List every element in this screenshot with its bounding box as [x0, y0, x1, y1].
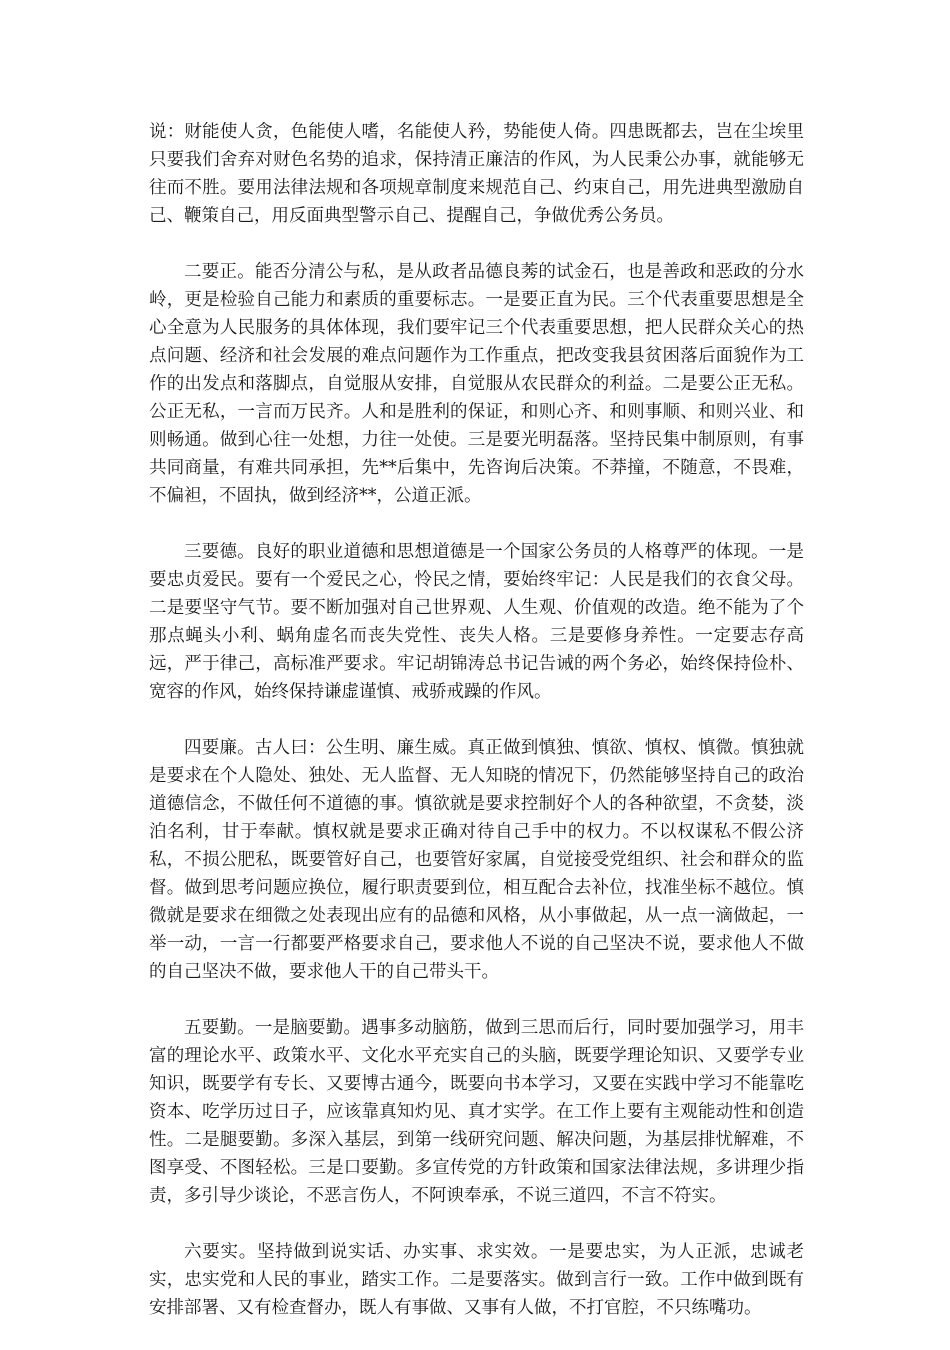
paragraph-section-6-shi: 六要实。坚持做到说实话、办实事、求实效。一是要忠实，为人正派，忠诚老实，忠实党和人民的事业，踏实工作。二是要落实。做到言行一致。工作中做到既有安排部署、又有检查督办，既人有事做、又事有人做，不打官腔，不只练嘴功。 — [149, 1242, 804, 1318]
paragraph-section-5-qin: 五要勤。一是脑要勤。遇事多动脑筋，做到三思而后行，同时要加强学习，用丰富的理论水平、政策水平、文化水平充实自己的头脑，既要学理论知识、又要学专业知识，既要学有专长、又要博古通今，既要向书本学习，又要在实践中学习不能靠吃资本、吃学历过日子，应该靠真知灼见、真才实学。在工作上要有主观能动性和创造性。二是腿要勤。多深入基层，到第一线研究问题、解决问题，为基层排忧解难，不图享受、不图轻松。三是口要勤。多宣传党的方针政策和国家法律法规，多讲理少指责，多引导少谈论，不恶言伤人，不阿谀奉承，不说三道四，不言不符实。 — [149, 1018, 804, 1206]
paragraph-section-2-zheng: 二要正。能否分清公与私，是从政者品德良莠的试金石，也是善政和恶政的分水岭，更是检验自己能力和素质的重要标志。一是要正直为民。三个代表重要思想是全心全意为人民服务的具体体现，我们要牢记三个代表重要思想，把人民群众关心的热点问题、经济和社会发展的难点问题作为工作重点，把改变我县贫困落后面貌作为工作的出发点和落脚点，自觉服从安排，自觉服从农民群众的利益。二是要公正无私。公正无私，一言而万民齐。人和是胜利的保证，和则心齐、和则事顺、和则兴业、和则畅通。做到心往一处想，力往一处使。三是要光明磊落。坚持民集中制原则，有事共同商量，有难共同承担，先**后集中，先咨询后决策。不莽撞，不随意，不畏难，不偏袒，不固执，做到经济**，公道正派。 — [149, 262, 804, 506]
paragraph-section-3-de: 三要德。良好的职业道德和思想道德是一个国家公务员的人格尊严的体现。一是要忠贞爱民。要有一个爱民之心，怜民之情，要始终牢记：人民是我们的衣食父母。二是要坚守气节。要不断加强对自己世界观、人生观、价值观的改造。绝不能为了个那点蝇头小利、蜗角虚名而丧失党性、丧失人格。三是要修身养性。一定要志存高远，严于律己，高标准严要求。牢记胡锦涛总书记告诫的两个务必，始终保持俭朴、宽容的作风，始终保持谦虚谨慎、戒骄戒躁的作风。 — [149, 542, 804, 702]
paragraph-continuation: 说：财能使人贪，色能使人嗜，名能使人矜，势能使人倚。四患既都去，岂在尘埃里只要我们舍弃对财色名势的追求，保持清正廉洁的作风，为人民秉公办事，就能够无往而不胜。要用法律法规和各项规章制度来规范自己、约束自己，用先进典型激励自己、鞭策自己，用反面典型警示自己、提醒自己，争做优秀公务员。 — [149, 122, 804, 226]
document-body — [149, 118, 804, 1350]
paragraph-section-4-lian: 四要廉。古人曰：公生明、廉生威。真正做到慎独、慎欲、慎权、慎微。慎独就是要求在个人隐处、独处、无人监督、无人知晓的情况下，仍然能够坚持自己的政治道德信念，不做任何不道德的事。慎欲就是要求控制好个人的各种欲望，不贪婪，淡泊名利，甘于奉献。慎权就是要求正确对待自己手中的权力。不以权谋私不假公济私，不损公肥私，既要管好自己，也要管好家属，自觉接受党组织、社会和群众的监督。做到思考问题应换位，履行职责要到位，相互配合去补位，找准坐标不越位。慎微就是要求在细微之处表现出应有的品德和风格，从小事做起，从一点一滴做起，一举一动，一言一行都要严格要求自己，要求他人不说的自己坚决不说，要求他人不做的自己坚决不做，要求他人干的自己带头干。 — [149, 738, 804, 982]
